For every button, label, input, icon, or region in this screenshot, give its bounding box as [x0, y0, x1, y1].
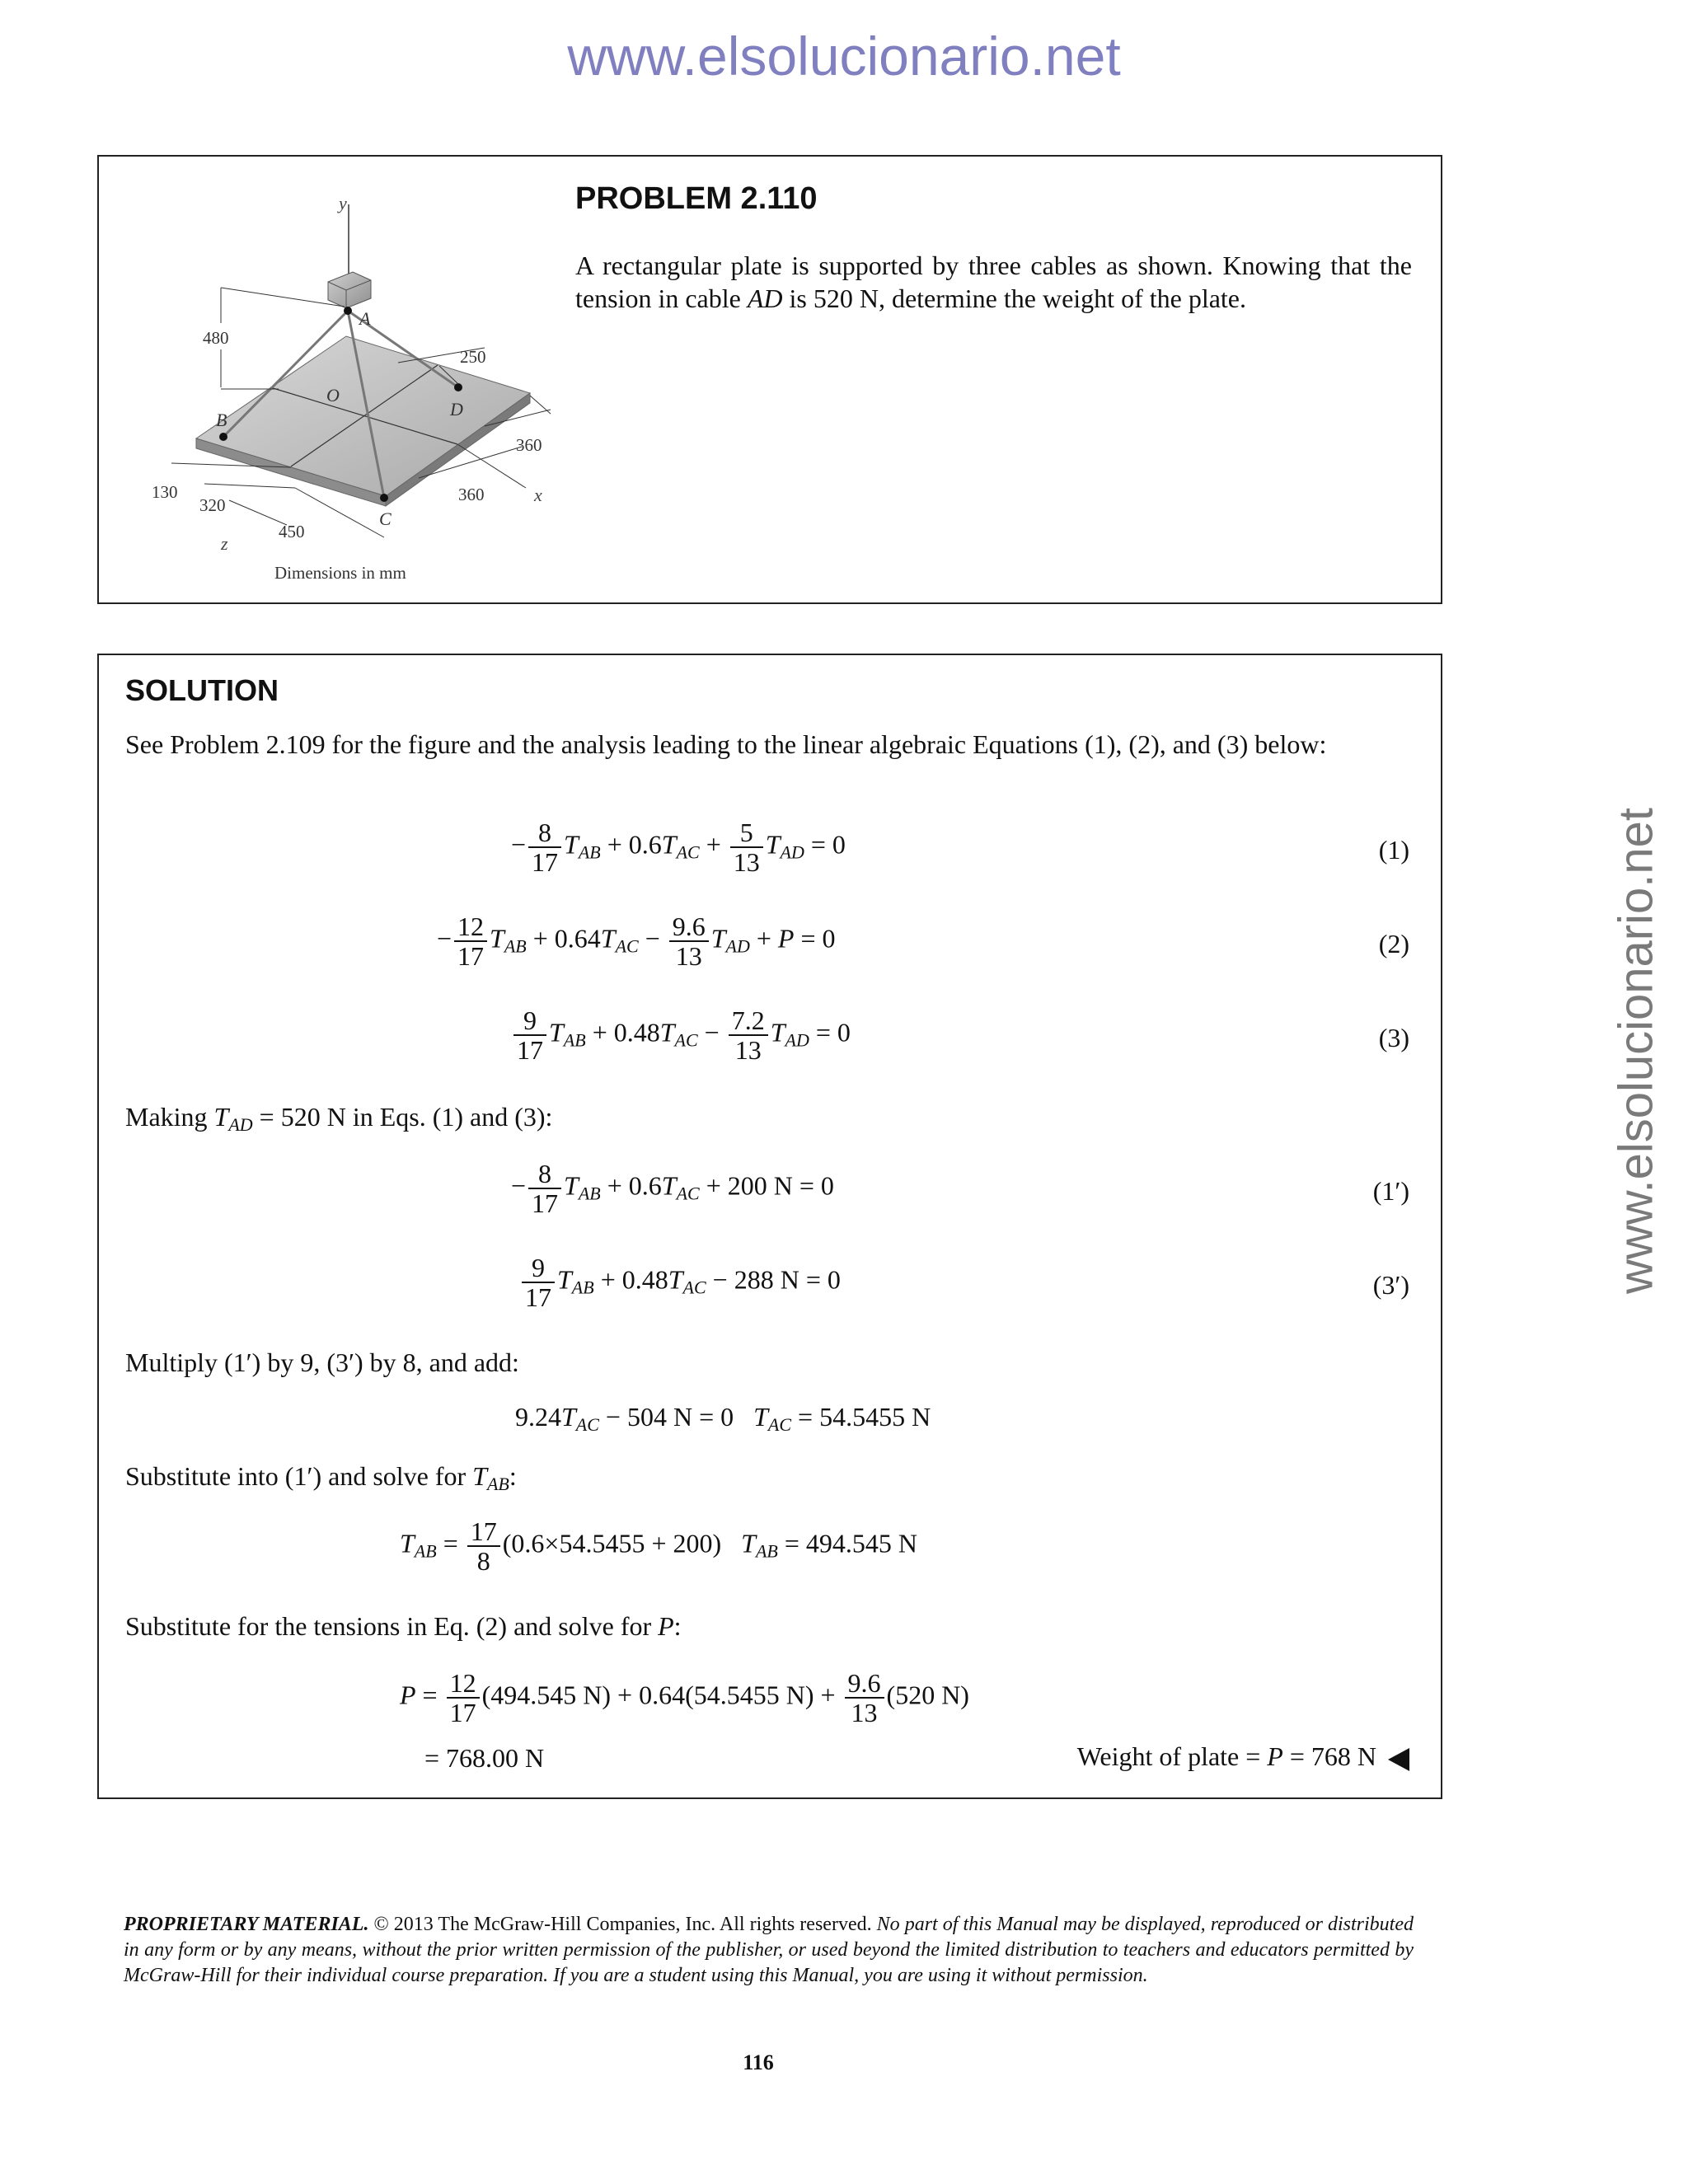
equation-2-label: (2) [1378, 929, 1409, 958]
dim-360-b: 360 [458, 485, 485, 504]
substitute-tab-text: Substitute into (1′) and solve for $T_{AB}$: [125, 1461, 517, 1494]
dim-450: 450 [279, 522, 305, 541]
answer-marker-icon [1388, 1748, 1409, 1771]
equation-tab: $T_{AB}$ = $\frac{17}{8}$ (0.6×54.5455 + 200) $T_{AB} = 494.545$ N [400, 1516, 917, 1576]
dim-360-a: 360 [516, 435, 542, 455]
equation-3-prime: $\frac{9}{17}$ $T_{AB} + 0.48T_{AC} - 288$ N = 0 [519, 1254, 841, 1311]
making-text: Making $T_{AD} = 520$ N in Eqs. (1) and (3): [125, 1102, 553, 1135]
label-z: z [221, 533, 228, 554]
point-D [454, 383, 462, 391]
equation-3-label: (3) [1378, 1023, 1409, 1052]
solution-title: SOLUTION [125, 673, 279, 707]
substitute-p-text: Substitute for the tensions in Eq. (2) and solve for P: [125, 1611, 682, 1641]
footer-copyright: PROPRIETARY MATERIAL. © 2013 The McGraw-Hill Companies, Inc. All rights reserved. No part of this Manual may be displayed, reproduced or distributed in any form or by any means, without the prior written permission of the publisher, or used beyond the limited distribution to teachers and educators permitted by McGraw-Hill for their individual course preparation. If you are a student using this Manual, you are using it without permission. [124, 1914, 1414, 1986]
label-O: O [326, 385, 340, 405]
equation-tac: $9.24T_{AC} - 504$ N = 0 $T_{AC} = 54.5455$ N [515, 1402, 931, 1435]
plate-figure [114, 175, 608, 587]
dim-130: 130 [152, 482, 178, 502]
equation-2: − $\frac{12}{17}$ $T_{AB} + 0.64T_{AC}$ − $\frac{9.6}{13}$ $T_{AD} + P = 0$ [437, 912, 836, 971]
figure-caption: Dimensions in mm [274, 563, 406, 583]
support-block [328, 272, 371, 308]
dim-250: 250 [460, 347, 486, 367]
watermark-side: www.elsolucionario.net [1609, 808, 1663, 1294]
watermark-top: www.elsolucionario.net [567, 26, 1121, 87]
point-A [344, 307, 352, 315]
multiply-text: Multiply (1′) by 9, (3′) by 8, and add: [125, 1347, 519, 1377]
page-number: 116 [743, 2050, 774, 2074]
equation-1: − $\frac{8}{17}$ $T_{AB} + 0.6T_{AC}$ + $\frac{5}{13}$ $T_{AD} = 0$ [511, 818, 846, 877]
equation-p-result: = 768.00 N [424, 1743, 545, 1773]
equation-p: P = $\frac{12}{17}$ (494.545 N) + 0.64(54.5455 N) + $\frac{9.6}{13}$ (520 N) [400, 1668, 969, 1727]
problem-statement: A rectangular plate is supported by three cables as shown. Knowing that the tension in cable AD is 520 N, determine the weight of the plate. [575, 251, 1412, 313]
problem-box [97, 155, 1442, 604]
solution-intro: See Problem 2.109 for the figure and the analysis leading to the linear algebraic Equations (1), (2), and (3) below: [125, 729, 1327, 759]
label-y: y [339, 193, 347, 213]
label-B: B [216, 410, 227, 430]
dim-480: 480 [203, 328, 229, 348]
label-C: C [379, 509, 392, 529]
equation-1-prime-label: (1′) [1372, 1176, 1409, 1206]
equation-3: $\frac{9}{17}$ $T_{AB} + 0.48T_{AC}$ − $\frac{7.2}{13}$ $T_{AD} = 0$ [511, 1006, 851, 1064]
solution-box [97, 654, 1442, 1799]
label-D: D [450, 399, 463, 419]
final-answer: Weight of plate = P = 768 N [1077, 1741, 1409, 1772]
label-A: A [359, 308, 371, 329]
point-C [380, 494, 388, 502]
equation-1-label: (1) [1378, 835, 1409, 865]
problem-title: PROBLEM 2.110 [575, 181, 818, 216]
equation-1-prime: − $\frac{8}{17}$ $T_{AB} + 0.6T_{AC} + 200$ N = 0 [511, 1159, 834, 1218]
label-x: x [534, 485, 542, 505]
dim-320: 320 [199, 495, 226, 515]
equation-3-prime-label: (3′) [1372, 1270, 1409, 1300]
point-B [219, 433, 227, 441]
